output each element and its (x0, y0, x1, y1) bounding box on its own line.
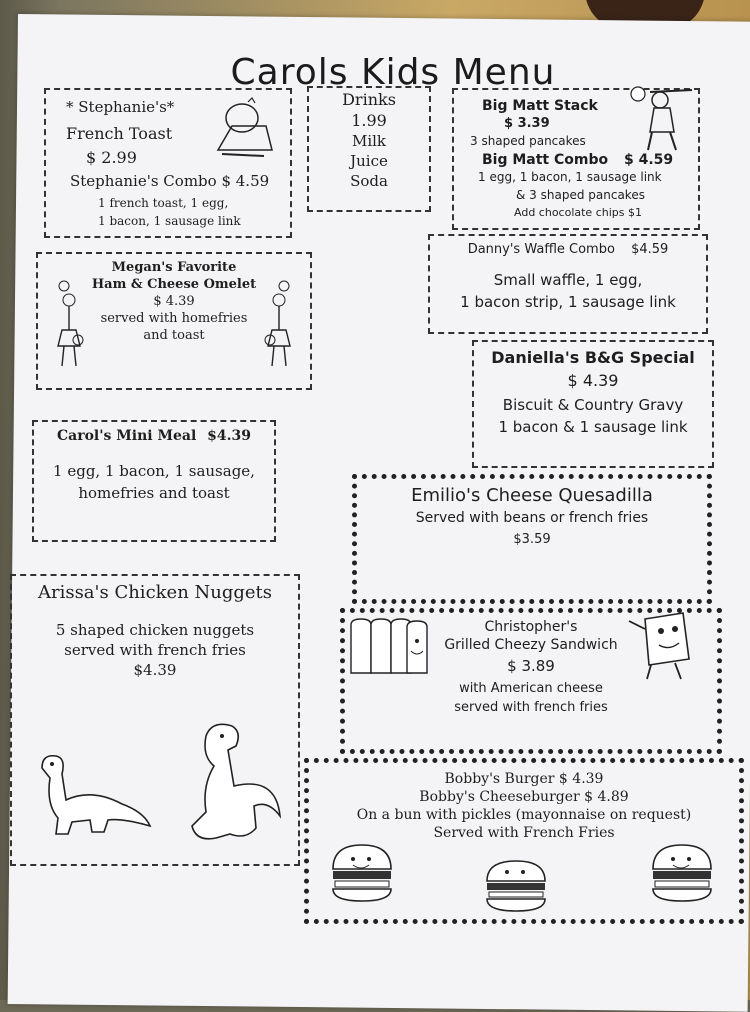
daniella-box (472, 340, 714, 468)
cheerleader-icon (264, 280, 294, 372)
bigmatt-stack: Big Matt Stack (482, 98, 598, 114)
drinks-item-milk: Milk (351, 132, 387, 150)
carol-title-text: Carol's Mini Meal (57, 428, 197, 444)
stephanie-box (44, 88, 292, 238)
danny-desc1: Small waffle, 1 egg, (493, 271, 643, 289)
christopher-box (340, 608, 722, 754)
burger-icon (329, 841, 395, 903)
arissa-desc1: 5 shaped chicken nuggets (55, 621, 255, 639)
christopher-desc2: served with french fries (454, 700, 608, 715)
emilio-desc: Served with beans or french fries (415, 510, 649, 526)
bigmatt-combo-price: $ 4.59 (624, 152, 674, 168)
megan-desc1: served with homefries (100, 311, 248, 326)
cheese-character-icon (625, 609, 695, 681)
menu-title: Carols Kids Menu (230, 52, 556, 93)
drinks-label: Drinks (342, 90, 396, 109)
daniella-price: $ 4.39 (567, 371, 619, 390)
stephanie-price: $ 2.99 (86, 148, 137, 167)
emilio-box (352, 474, 712, 604)
dinosaur-icon (176, 716, 286, 846)
cheerleader-icon (54, 280, 84, 372)
megan-line1: Megan's Favorite (111, 260, 237, 275)
danny-desc2: 1 bacon strip, 1 sausage link (460, 293, 676, 311)
carol-box (32, 420, 276, 542)
danny-title-text: Danny's Waffle Combo (467, 242, 615, 257)
bigmatt-combo-desc1: 1 egg, 1 bacon, 1 sausage link (478, 170, 662, 184)
bigmatt-combo: Big Matt Combo (482, 152, 609, 168)
stephanie-desc2: 1 bacon, 1 sausage link (98, 214, 241, 228)
emilio-title: Emilio's Cheese Quesadilla (411, 485, 653, 506)
emilio-price: $3.59 (513, 532, 551, 547)
carol-desc1: 1 egg, 1 bacon, 1 sausage, (53, 462, 255, 480)
arissa-price: $4.39 (133, 661, 177, 679)
arissa-desc2: served with french fries (64, 641, 246, 659)
megan-price: $ 4.39 (153, 294, 195, 309)
burger-icon (483, 857, 549, 913)
carol-title (34, 428, 274, 444)
drinks-item-soda: Soda (350, 172, 388, 190)
bigmatt-box (452, 88, 700, 230)
daniella-desc1: Biscuit & Country Gravy (502, 396, 684, 414)
danny-box (428, 234, 708, 334)
bobby-desc1: On a bun with pickles (mayonnaise on request) (356, 807, 692, 823)
bigmatt-addon: Add chocolate chips $1 (514, 206, 642, 219)
bigmatt-stack-price: $ 3.39 (504, 116, 550, 131)
stephanie-item: French Toast (66, 124, 173, 143)
christopher-item: Grilled Cheezy Sandwich (444, 637, 618, 653)
stephanie-combo: Stephanie's Combo $ 4.59 (70, 172, 270, 190)
danny-title (430, 242, 706, 257)
christopher-name: Christopher's (484, 619, 578, 635)
megan-box (36, 252, 312, 390)
bobby-desc2: Served with French Fries (433, 825, 615, 841)
daniella-title: Daniella's B&G Special (491, 348, 695, 367)
bigmatt-combo-desc2: & 3 shaped pancakes (516, 188, 645, 202)
christopher-price: $ 3.89 (507, 657, 555, 675)
drinks-price: 1.99 (351, 111, 387, 130)
chef-hat-icon (202, 96, 282, 166)
dinosaur-icon (32, 748, 152, 838)
baseball-player-icon (630, 86, 696, 156)
danny-price: $4.59 (631, 242, 669, 257)
arissa-title: Arissa's Chicken Nuggets (37, 582, 273, 603)
stephanie-desc1: 1 french toast, 1 egg, (98, 196, 229, 210)
drinks-item-juice: Juice (350, 152, 388, 170)
carol-price: $4.39 (207, 428, 251, 444)
arissa-box (10, 574, 300, 866)
daniella-desc2: 1 bacon & 1 sausage link (498, 418, 688, 436)
megan-desc2: and toast (143, 328, 205, 343)
drinks-box (307, 86, 431, 212)
bigmatt-stack-desc: 3 shaped pancakes (470, 134, 586, 148)
carol-desc2: homefries and toast (78, 484, 230, 502)
bobby-box (304, 758, 744, 924)
bobby-cheeseburger: Bobby's Cheeseburger $ 4.89 (419, 789, 629, 805)
megan-line2: Ham & Cheese Omelet (91, 277, 257, 292)
stephanie-name: * Stephanie's* (66, 98, 175, 116)
bread-slices-icon (347, 617, 429, 677)
burger-icon (649, 841, 715, 903)
bobby-burger: Bobby's Burger $ 4.39 (444, 771, 604, 787)
christopher-desc1: with American cheese (459, 681, 603, 696)
